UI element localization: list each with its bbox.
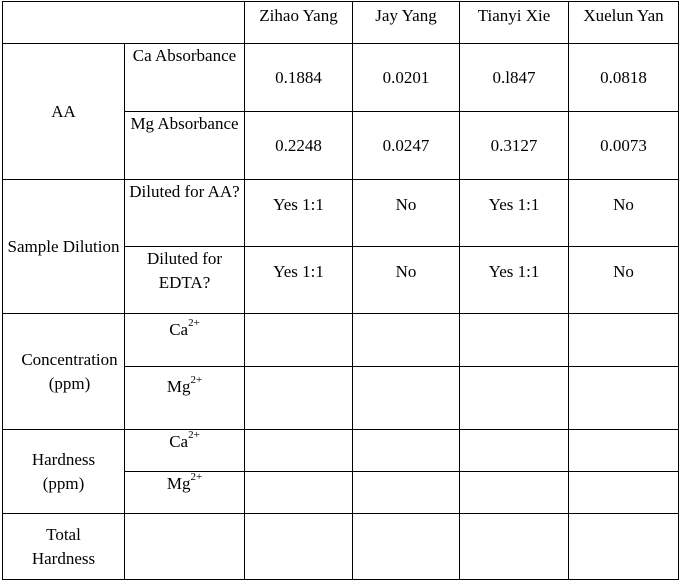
concentration-label: Concentration (ppm) [21,349,118,393]
value-cell [245,430,353,472]
table-row [3,314,679,367]
value-cell: No [569,247,679,314]
value-cell: 0.3127 [460,112,569,180]
ion-label [125,367,245,430]
ion-charge: 2+ [190,471,203,484]
value-cell: 0.2248 [245,112,353,180]
ion-charge: 2+ [188,317,200,330]
column-header: Xuelun Yan [569,2,679,44]
column-header: Zihao Yang [245,2,353,44]
group-label-hardness [3,430,125,514]
ion-symbol: Ca [169,432,189,451]
value-cell: 0.0073 [569,112,679,180]
value-cell: No [353,247,460,314]
value-cell [569,314,679,367]
row-label: Ca Absorbance [125,44,245,112]
value-cell [125,514,245,580]
value-cell [245,314,353,367]
value-cell: No [353,180,460,247]
ion-label [125,472,245,514]
results-table [2,1,679,580]
ion-label [125,314,245,367]
ion-symbol: Ca [169,320,189,339]
value-cell [245,514,353,580]
group-label-total [3,514,125,580]
value-cell [460,314,569,367]
table-row [3,430,679,472]
value-cell: Yes 1:1 [460,247,569,314]
value-cell: No [569,180,679,247]
value-cell: 0.0247 [353,112,460,180]
value-cell [569,514,679,580]
value-cell [245,472,353,514]
corner-cell [3,2,245,44]
column-header: Tianyi Xie [460,2,569,44]
table-row [3,44,679,112]
total-hardness-label: Total Hardness [31,524,96,568]
value-cell [569,430,679,472]
ion-label [125,430,245,472]
value-cell [353,314,460,367]
ion-charge: 2+ [190,374,203,387]
value-cell: Yes 1:1 [460,180,569,247]
value-cell [245,367,353,430]
value-cell [569,367,679,430]
ion-symbol: Mg [166,474,191,493]
value-cell [353,430,460,472]
table-row [3,514,679,580]
value-cell: 0.0201 [353,44,460,112]
value-cell [460,430,569,472]
value-cell [353,514,460,580]
group-label-aa: AA [3,44,125,180]
value-cell [569,472,679,514]
header-row [3,2,679,44]
ion-charge: 2+ [188,429,200,442]
row-label: Diluted for EDTA? [125,247,245,314]
value-cell: Yes 1:1 [245,180,353,247]
value-cell [353,472,460,514]
group-label-dilution: Sample Dilution [3,180,125,314]
group-label-concentration [3,314,125,430]
value-cell [460,367,569,430]
value-cell: 0.0818 [569,44,679,112]
table-row [3,180,679,247]
value-cell [353,367,460,430]
row-label: Diluted for AA? [125,180,245,247]
row-label: Mg Absorbance [125,112,245,180]
value-cell: 0.1884 [245,44,353,112]
column-header: Jay Yang [353,2,460,44]
value-cell: Yes 1:1 [245,247,353,314]
hardness-label: Hardness (ppm) [31,449,96,493]
value-cell [460,472,569,514]
ion-symbol: Mg [166,377,191,396]
value-cell [460,514,569,580]
value-cell: 0.l847 [460,44,569,112]
